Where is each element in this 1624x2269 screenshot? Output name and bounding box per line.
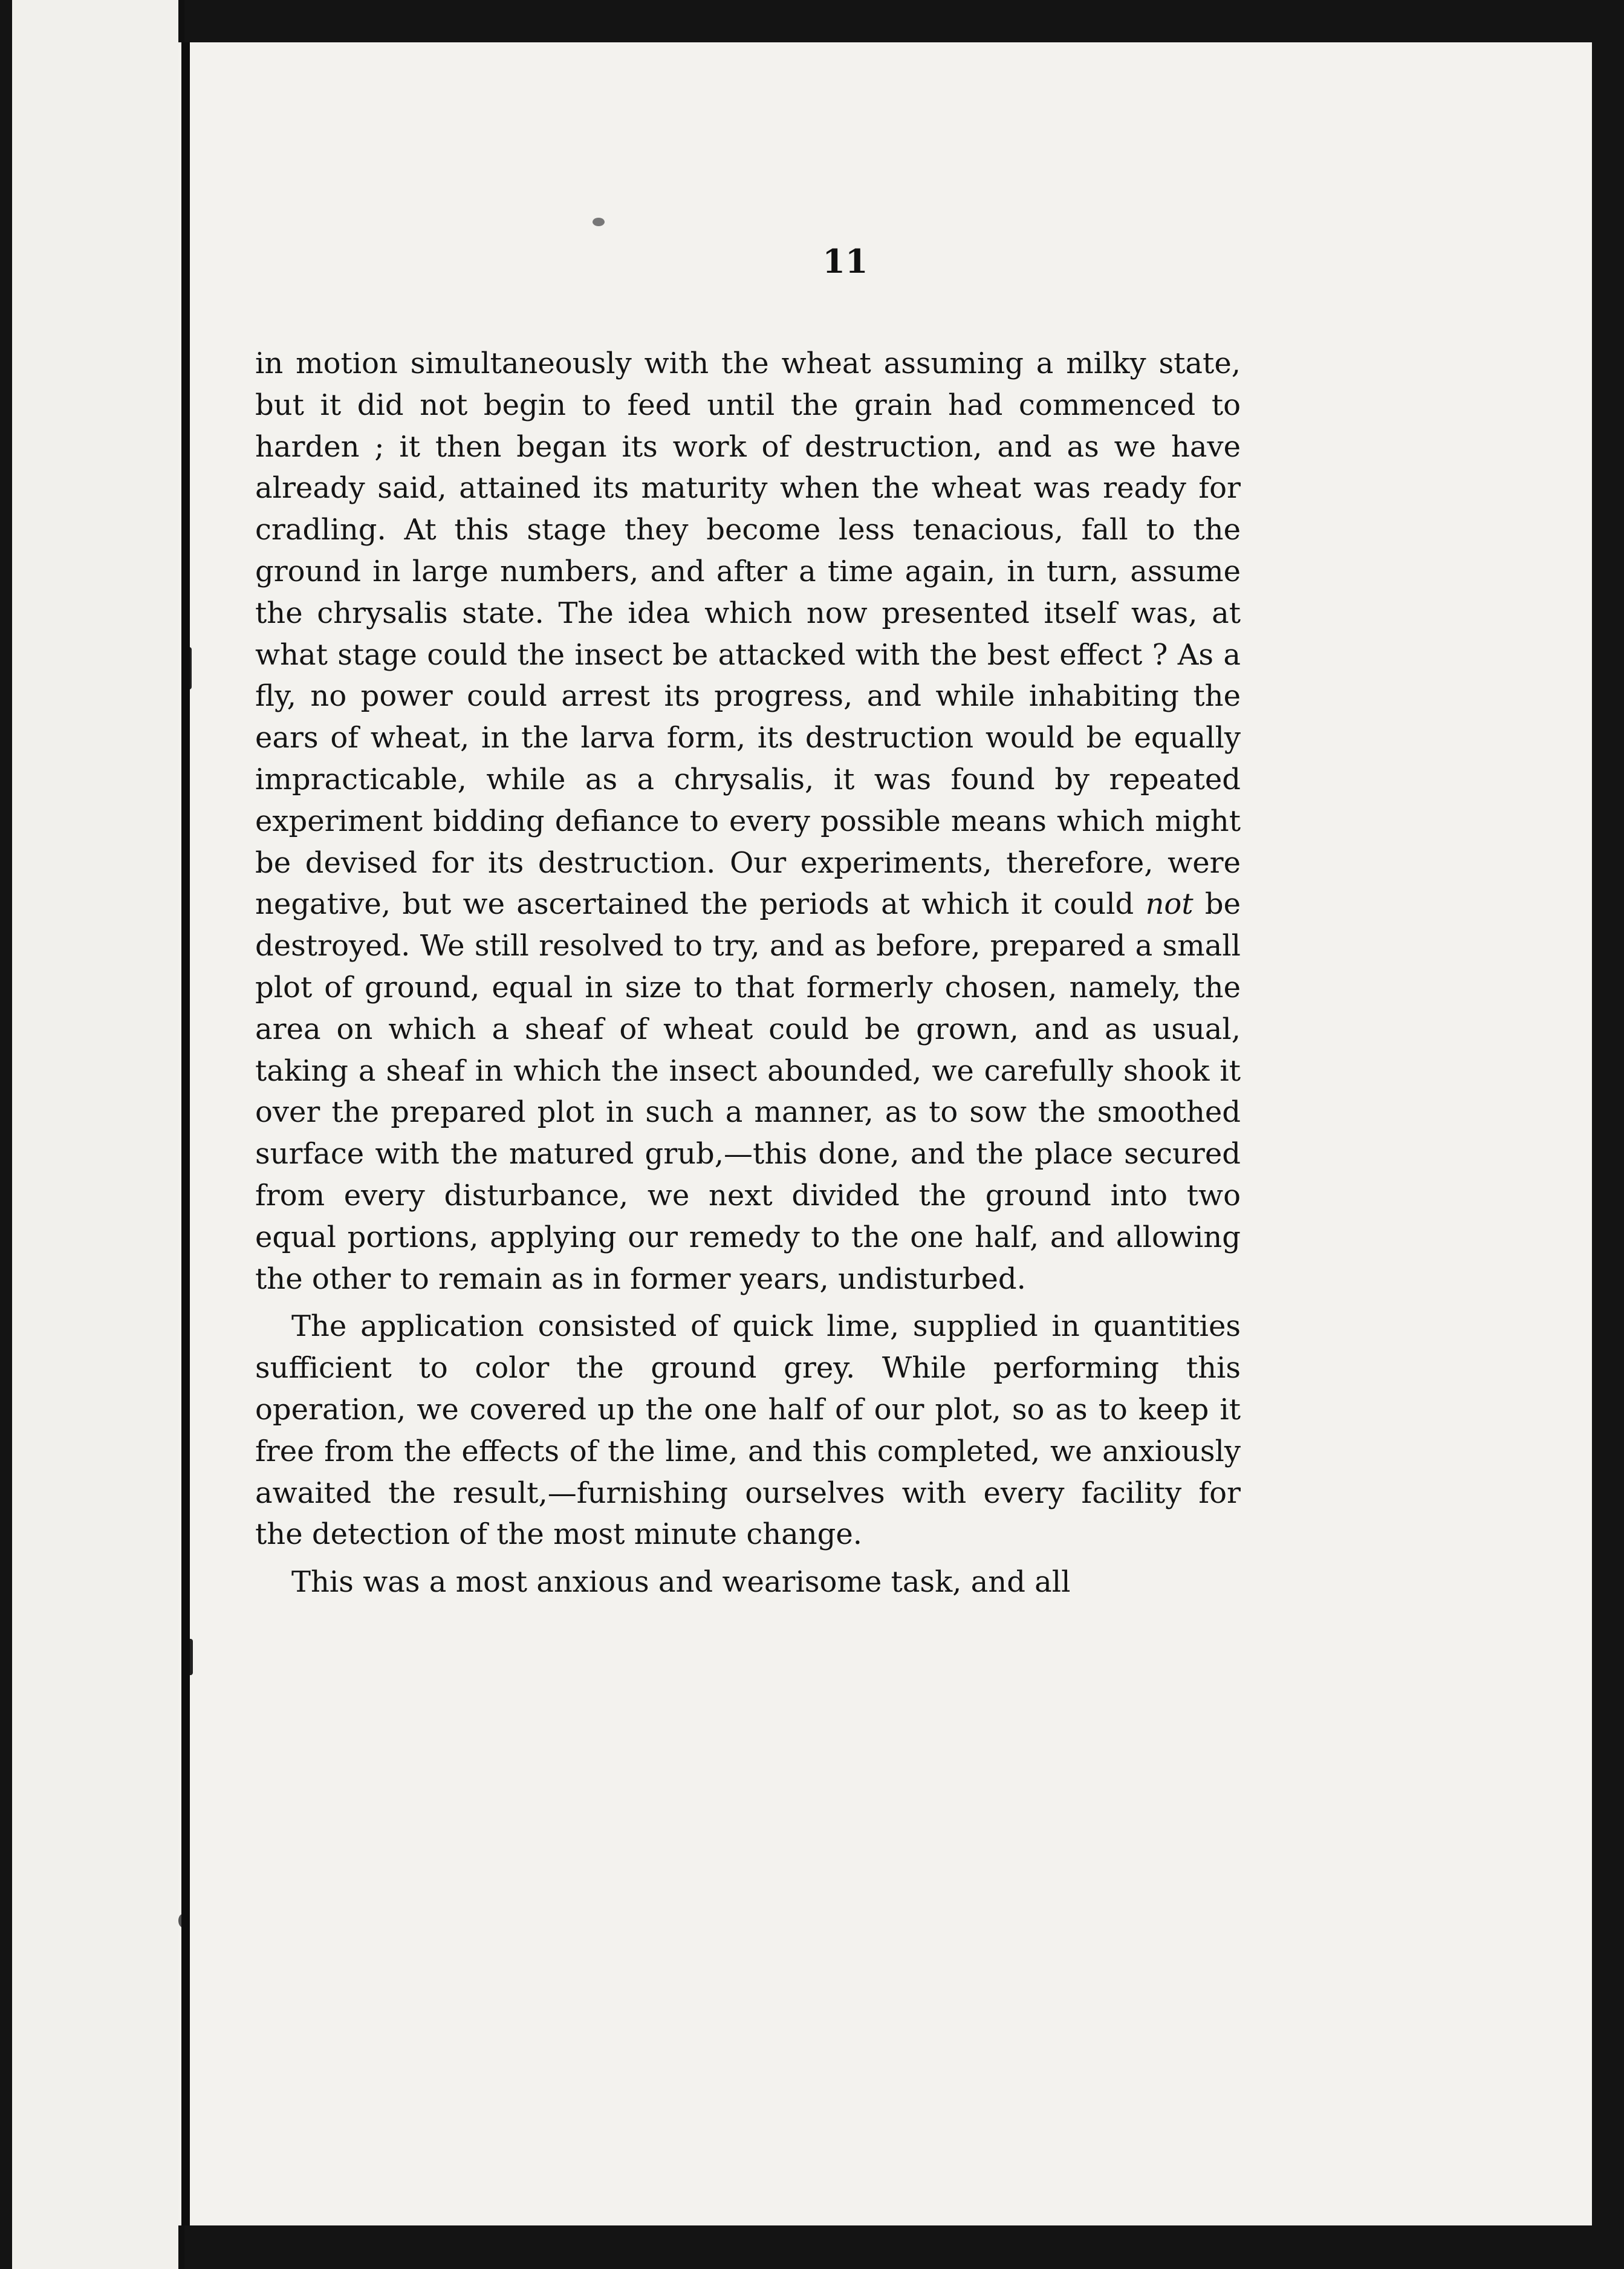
facing-page-edge xyxy=(12,0,184,2269)
text-run: be destroyed. We still resolved to try, and as before, prepared a small plot of ground, equal in size to that formerly chosen, namely, the area on which a sheaf of wheat could be grown, and as usual, taking a sheaf in which the insect abounded, we carefully shook it over the prepared plot in such a manner, as to sow the smoothed surface with the matured grub,—this done, and the place secured from every disturbance, we next divided the ground into two equal portions, applying our remedy to the one half, and allowing the other to remain as in former years, undisturbed. xyxy=(255,887,1241,1296)
paragraph xyxy=(255,1306,1241,1555)
text-run: This was a most anxious and wearisome task, and all xyxy=(291,1565,1071,1600)
body-text xyxy=(255,343,1241,1603)
ink-speck xyxy=(593,218,605,226)
text-run: The application consisted of quick lime, supplied in quantities sufficient to color the ground grey. While performing this operation, we covered up the one half of our plot, so as to keep it free from the effects of the lime, and this completed, we anxiously awaited the result,—furnishing ourselves with every facility for the detection of the most minute change. xyxy=(255,1309,1241,1552)
page-number: 11 xyxy=(822,242,868,281)
text-run: in motion simultaneously with the wheat assuming a milky state, but it did not begin to feed until the grain had commenced to harden ; it then began its work of destruction, and as we have already said, attained its maturity when the wheat was ready for cradling. At this stage they become less tenacious, fall to the ground in large numbers, and after a time again, in turn, assume the chrysalis state. The idea which now presented itself was, at what stage could the insect be attacked with the best effect ? As a fly, no power could arrest its progress, and while inhabiting the ears of wheat, in the larva form, its destruction would be equally impracticable, while as a chrysalis, it was found by repeated experiment bidding defiance to every possible means which might be devised for its destruction. Our experiments, therefore, were negative, but we ascertained the periods at which it could xyxy=(255,347,1241,922)
gutter-shadow xyxy=(181,42,190,2225)
paragraph xyxy=(255,343,1241,1300)
italic-text: not xyxy=(1145,887,1194,922)
paragraph xyxy=(255,1561,1241,1603)
